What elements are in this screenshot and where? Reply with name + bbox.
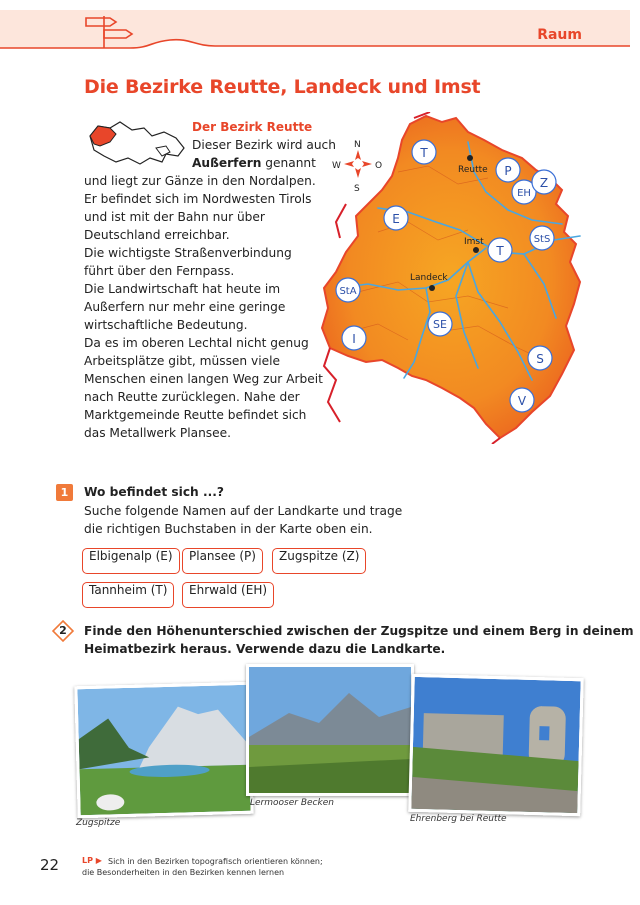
task-heading: Wo befindet sich ...? [84, 485, 224, 499]
intro-line: Er befindet sich im Nordwesten Tirols [84, 192, 312, 206]
town-reutte: Reutte [458, 165, 488, 175]
photo-lermooser-becken [246, 664, 414, 796]
photo-zugspitze [74, 682, 253, 819]
place-chip: Zugspitze (Z) [272, 548, 366, 574]
town-imst: Imst [464, 237, 484, 247]
intro-line: nach Reutte zurücklegen. Nahe der [84, 390, 300, 404]
task-instruction: Suche folgende Namen auf der Landkarte und trage [84, 504, 403, 518]
photo-ehrenberg [408, 674, 584, 816]
place-chip: Tannheim (T) [82, 582, 174, 608]
svg-text:V: V [517, 394, 527, 408]
district-subheading: Der Bezirk Reutte [192, 120, 313, 134]
task-number: 2 [59, 624, 67, 637]
compass-rose-icon [332, 140, 382, 194]
svg-text:Z: Z [539, 176, 549, 190]
town-dot [473, 247, 479, 253]
map-marker [496, 158, 520, 182]
map-marker [530, 226, 554, 250]
town-dot [429, 285, 435, 291]
map-marker [336, 278, 360, 302]
svg-text:S: S [536, 352, 544, 366]
section-label: Raum [537, 27, 582, 43]
town-landeck: Landeck [410, 273, 448, 283]
intro-line: wirtschaftliche Bedeutung. [84, 318, 248, 332]
map-marker [528, 346, 552, 370]
intro-line: Die Landwirtschaft hat heute im [84, 282, 281, 296]
header-band [0, 10, 630, 54]
intro-line: Marktgemeinde Reutte befindet sich [84, 408, 307, 422]
intro-line: und liegt zur Gänze in den Nordalpen. [84, 174, 316, 188]
intro-line: Die wichtigste Straßenverbindung [84, 246, 292, 260]
photo-caption: Ehrenberg bei Reutte [410, 814, 507, 824]
svg-text:SE: SE [433, 318, 447, 331]
svg-text:StS: StS [533, 234, 551, 245]
svg-text:T: T [420, 146, 428, 160]
intro-line: Außerfern nur mehr eine geringe [84, 300, 286, 314]
map-marker [412, 140, 436, 164]
page-title: Die Bezirke Reutte, Landeck und Imst [84, 76, 481, 98]
intro-line: Deutschland erreichbar. [84, 228, 230, 242]
map-marker [428, 312, 452, 336]
intro-line: Menschen einen langen Weg zur Arbeit [84, 372, 323, 386]
svg-text:EH: EH [517, 188, 531, 199]
task-number-badge: 1 [56, 484, 73, 501]
page-number: 22 [40, 856, 60, 874]
svg-text:StA: StA [339, 286, 357, 297]
task-heading: Finde den Höhenunterschied zwischen der Zugspitze und einem Berg in deinem [84, 624, 634, 638]
map-marker [342, 326, 366, 350]
intro-line: Da es im oberen Lechtal nicht genug [84, 336, 309, 350]
map-marker [488, 238, 512, 262]
task-heading: Heimatbezirk heraus. Verwende dazu die Landkarte. [84, 642, 446, 656]
district-map [318, 112, 584, 444]
place-chip: Plansee (P) [182, 548, 263, 574]
term-ausserfern: Außerfern [192, 156, 262, 170]
task-instruction: die richtigen Buchstaben in der Karte oben ein. [84, 522, 373, 536]
tirol-outline-icon [86, 118, 190, 170]
photo-caption: Zugspitze [76, 818, 121, 828]
svg-text:E: E [392, 212, 400, 226]
intro-line: führt über den Fernpass. [84, 264, 235, 278]
intro-line: Arbeitsplätze gibt, müssen viele [84, 354, 280, 368]
svg-text:I: I [352, 332, 356, 346]
svg-text:P: P [504, 164, 512, 178]
lp-label: LP ▶ [82, 856, 102, 865]
map-marker [532, 170, 556, 194]
town-dot [467, 155, 473, 161]
intro-line: Außerfern genannt [192, 156, 316, 170]
intro-line: Dieser Bezirk wird auch [192, 138, 336, 152]
compass-n: N [354, 140, 361, 150]
photo-caption: Lermooser Becken [250, 798, 334, 808]
footer-note: Sich in den Bezirken topografisch orientieren können; [108, 857, 323, 866]
svg-text:T: T [496, 244, 504, 258]
intro-line: und ist mit der Bahn nur über [84, 210, 265, 224]
place-chip: Elbigenalp (E) [82, 548, 180, 574]
compass-s: S [354, 184, 360, 194]
footer-note: die Besonderheiten in den Bezirken kennen lernen [82, 868, 285, 877]
place-chip: Ehrwald (EH) [182, 582, 274, 608]
intro-line: das Metallwerk Plansee. [84, 426, 232, 440]
compass-o: O [375, 161, 383, 171]
compass-w: W [332, 161, 341, 171]
map-marker [510, 388, 534, 412]
map-marker [384, 206, 408, 230]
